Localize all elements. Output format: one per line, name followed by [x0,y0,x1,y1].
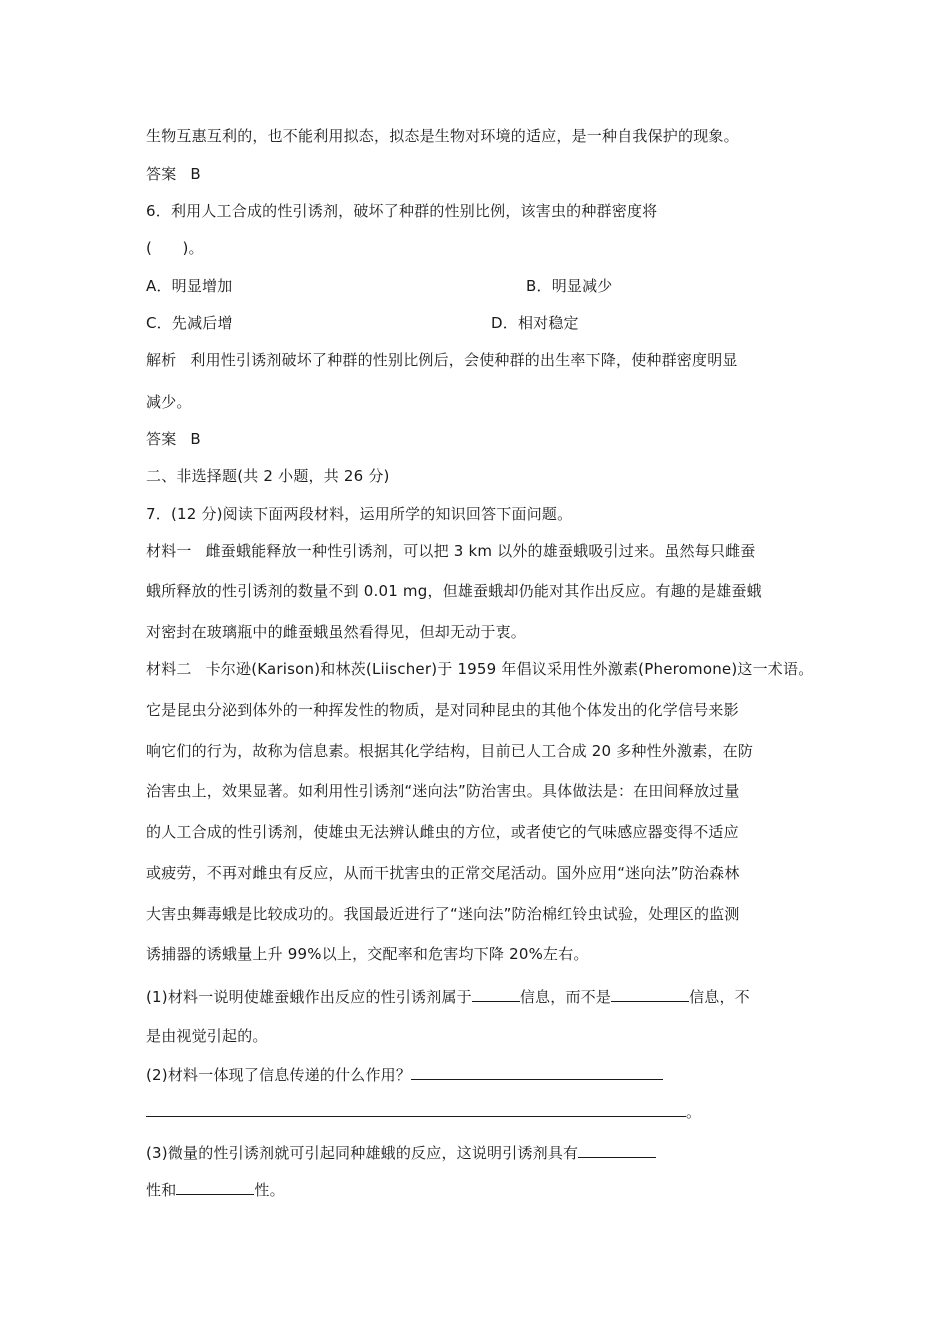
option-d: D．相对稳定 [491,314,579,332]
sub-question-1-text: 信息，不 [689,988,750,1006]
material-1-line: 对密封在玻璃瓶中的雌蚕蛾虽然看得见，但却无动于衷。 [146,623,527,641]
option-b: B．明显减少 [526,277,613,295]
answer-line [146,164,201,184]
answer-line [146,429,201,449]
answer-value: B [190,165,201,183]
analysis-text: 利用性引诱剂破坏了种群的性别比例后，会使种群的出生率下降，使种群密度明显 [190,351,738,369]
analysis-line-2: 减少。 [146,393,192,411]
answer-blank[interactable] [146,1100,686,1117]
question-6-paren: ( )。 [146,239,204,257]
answer-blank[interactable] [472,985,520,1002]
sub-question-3-text: 性和 [146,1181,177,1199]
material-2-label: 材料二 [146,660,192,678]
question-6-options-row1 [146,276,613,296]
material-2-line: 响它们的行为，故称为信息素。根据其化学结构，目前已人工合成 20 多种性外激素，在防 [146,742,754,760]
answer-blank[interactable] [611,985,689,1002]
question-7-stem: 7．(12 分)阅读下面两段材料，运用所学的知识回答下面问题。 [146,505,573,523]
material-2-line: 的人工合成的性引诱剂，使雄虫无法辨认雌虫的方位，或者使它的气味感应器变得不适应 [146,823,739,841]
material-2-line: 它是昆虫分泌到体外的一种挥发性的物质，是对同种昆虫的其他个体发出的化学信号来影 [146,701,739,719]
sub-question-2 [146,1063,663,1085]
answer-label: 答案 [146,430,177,448]
material-2-line: 治害虫上，效果显著。如利用性引诱剂“迷向法”防治害虫。具体做法是：在田间释放过量 [146,782,740,800]
option-c: C．先减后增 [146,314,233,332]
question-6-stem: 6．利用人工合成的性引诱剂，破坏了种群的性别比例，该害虫的种群密度将 [146,202,658,220]
material-1-line: 蛾所释放的性引诱剂的数量不到 0.01 mg，但雄蚕蛾却仍能对其作出反应。有趣的是雄蚕蛾 [146,582,762,600]
answer-value: B [190,430,201,448]
sub-question-3-cont [146,1178,285,1200]
material-1-label: 材料一 [146,542,192,560]
sub-question-2-end: 。 [686,1103,702,1121]
material-2-text: 卡尔逊(Karison)和林茨(Liischer)于 1959 年倡议采用性外激素(Pheromone)这一术语。 [205,660,814,678]
question-6-options-row2 [146,313,579,333]
answer-label: 答案 [146,165,177,183]
answer-blank[interactable] [411,1063,663,1080]
material-2-line: 或疲劳，不再对雌虫有反应，从而干扰害虫的正常交尾活动。国外应用“迷向法”防治森林 [146,864,740,882]
material-2-line [146,659,813,679]
sub-question-3-text: 性。 [254,1181,285,1199]
material-2-line: 大害虫舞毒蛾是比较成功的。我国最近进行了“迷向法”防治棉红铃虫试验，处理区的监测 [146,905,740,923]
sub-question-1-text: 信息，而不是 [519,988,612,1006]
sub-question-1-text: (1)材料一说明使雄蚕蛾作出反应的性引诱剂属于 [146,988,472,1006]
analysis-label: 解析 [146,351,177,369]
answer-blank[interactable] [578,1141,656,1158]
material-2-line: 诱捕器的诱蛾量上升 99%以上，交配率和危害均下降 20%左右。 [146,945,589,963]
sub-question-1-cont: 是由视觉引起的。 [146,1027,268,1045]
analysis-line [146,350,738,370]
option-a: A．明显增加 [146,277,233,295]
text-line: 生物互惠互利的，也不能利用拟态，拟态是生物对环境的适应，是一种自我保护的现象。 [146,127,739,145]
sub-question-1 [146,985,750,1007]
section-heading: 二、非选择题(共 2 小题，共 26 分) [146,467,390,485]
material-1-text: 雌蚕蛾能释放一种性引诱剂，可以把 3 km 以外的雄蚕蛾吸引过来。虽然每只雌蚕 [205,542,756,560]
sub-question-2-cont [146,1100,701,1122]
sub-question-2-text: (2)材料一体现了信息传递的什么作用？ [146,1066,412,1084]
sub-question-3 [146,1141,656,1163]
material-1-line [146,541,756,561]
answer-blank[interactable] [176,1178,254,1195]
sub-question-3-text: (3)微量的性引诱剂就可引起同种雄蛾的反应，这说明引诱剂具有 [146,1144,579,1162]
